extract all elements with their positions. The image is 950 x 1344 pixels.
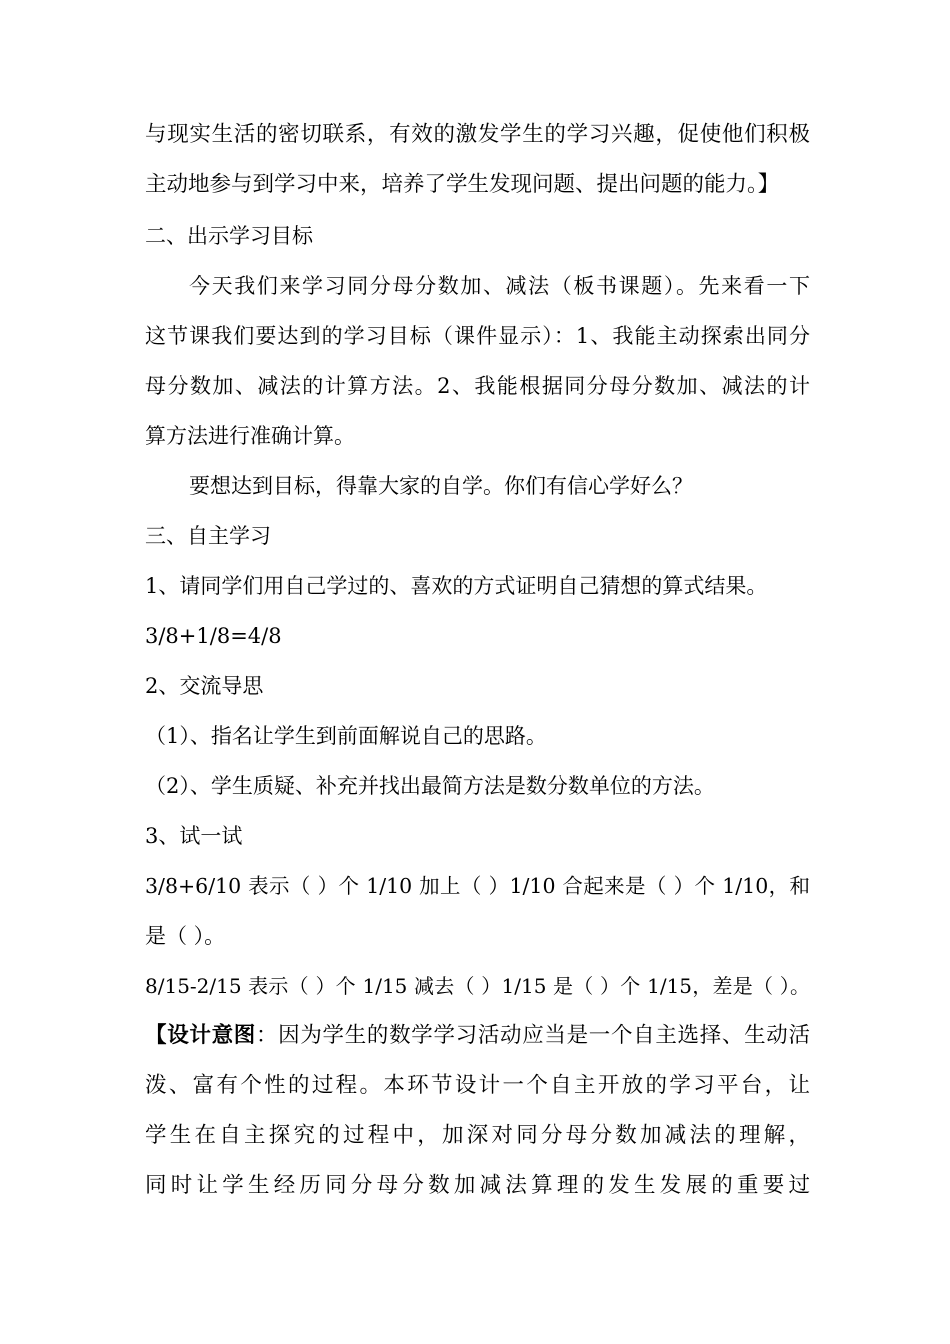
try-exercise-1-line-1: 3/8+6/10 表示（ ）个 1/10 加上（ ）1/10 合起来是（ ）个 1/10，和 <box>145 874 810 898</box>
self-study-item-3: 3、试一试 <box>145 824 243 848</box>
section-heading-self-study: 三、自主学习 <box>145 524 271 548</box>
design-intent-tail-line-2: 主动地参与到学习中来，培养了学生发现问题、提出问题的能力。】 <box>145 172 780 197</box>
design-intent-tail-line-1: 与现实生活的密切联系，有效的激发学生的学习兴趣，促使他们积极 <box>145 122 810 147</box>
section-heading-objectives: 二、出示学习目标 <box>145 224 313 248</box>
design-intent-line-1-text: ：因为学生的数学学习活动应当是一个自主选择、生动活 <box>255 1023 810 1048</box>
design-intent-line-4: 同时让学生经历同分母分数加减法算理的发生发展的重要过 <box>145 1173 810 1198</box>
self-study-item-1: 1、请同学们用自己学过的、喜欢的方式证明自己猜想的算式结果。 <box>145 574 768 598</box>
design-intent-label: 【设计意图 <box>145 1023 256 1048</box>
objectives-paragraph-line-1: 今天我们来学习同分母分数加、减法（板书课题）。先来看一下 <box>189 274 810 298</box>
objectives-paragraph-line-3: 母分数加、减法的计算方法。2、我能根据同分母分数加、减法的计 <box>145 374 810 398</box>
design-intent-line-3: 学生在自主探究的过程中，加深对同分母分数加减法的理解， <box>145 1123 810 1148</box>
self-study-subitem-2: （2）、学生质疑、补充并找出最简方法是数分数单位的方法。 <box>145 774 715 798</box>
objectives-paragraph-line-2: 这节课我们要达到的学习目标（课件显示）：1、我能主动探索出同分 <box>145 324 810 348</box>
design-intent-line-2: 泼、富有个性的过程。本环节设计一个自主开放的学习平台，让 <box>145 1073 810 1098</box>
objectives-paragraph-line-4: 算方法进行准确计算。 <box>145 424 355 448</box>
self-study-subitem-1: （1）、指名让学生到前面解说自己的思路。 <box>145 724 547 748</box>
confidence-question: 要想达到目标，得靠大家的自学。你们有信心学好么？ <box>189 474 693 498</box>
try-exercise-1-line-2: 是（ ）。 <box>145 924 226 948</box>
equation: 3/8+1/8=4/8 <box>145 624 282 648</box>
try-exercise-2: 8/15-2/15 表示（ ）个 1/15 减去（ ）1/15 是（ ）个 1/15，差是（ ）。 <box>145 974 810 998</box>
self-study-item-2: 2、交流导思 <box>145 674 264 698</box>
design-intent-line-1 <box>145 1021 810 1051</box>
